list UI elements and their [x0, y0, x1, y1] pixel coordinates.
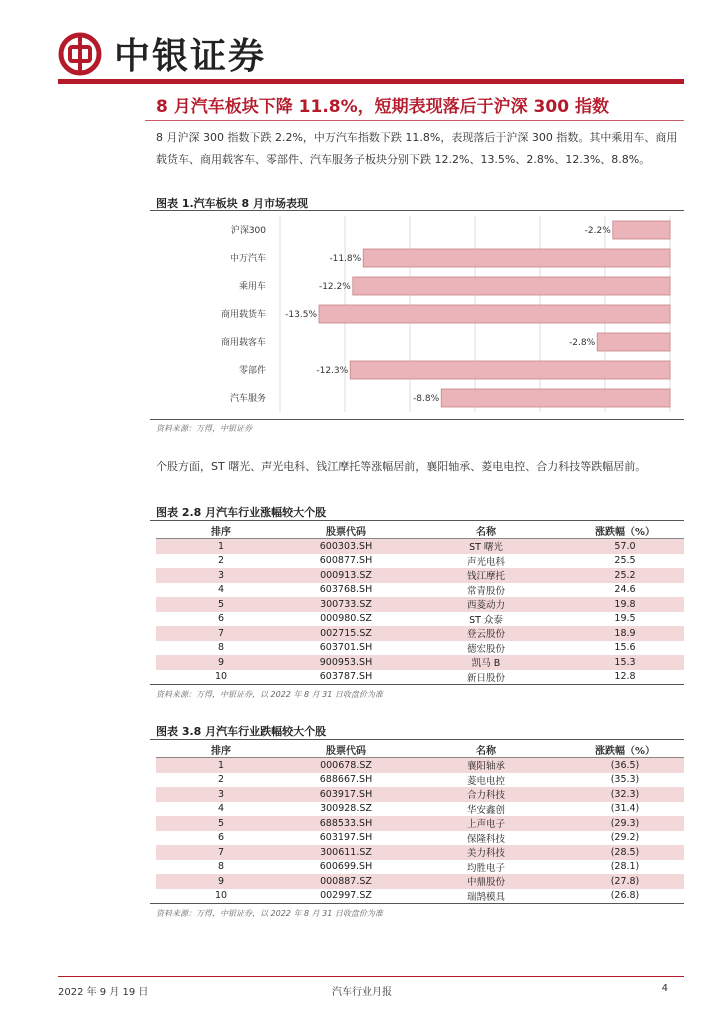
- cell-change: (32.3): [566, 787, 684, 802]
- cell-rank: 9: [156, 874, 286, 889]
- cell-code: 603701.SH: [319, 642, 373, 654]
- table-row: [156, 831, 684, 846]
- cell-code: 603787.SH: [319, 671, 373, 683]
- cell-name: 声光电科: [466, 556, 505, 568]
- col-name-header: 名称: [406, 523, 566, 539]
- top-losers-table: [156, 742, 684, 903]
- table2-title: 图表 2.8 月汽车行业涨幅较大个股: [156, 506, 327, 519]
- table2-source: 资料来源：万得，中银证券，以 2022 年 8 月 31 日收盘价为准: [156, 690, 383, 699]
- section-title-rule: [145, 120, 684, 121]
- cell-rank: 8: [217, 642, 225, 654]
- table-row: [156, 554, 684, 569]
- cell-change: 19.8: [566, 597, 684, 612]
- cell-name: ST 曙光: [406, 539, 566, 554]
- cell-name: 华安鑫创: [466, 804, 505, 816]
- table-row: [156, 583, 684, 598]
- table3-title: 图表 3.8 月汽车行业跌幅较大个股: [156, 725, 327, 738]
- col-name-header: 名称: [406, 742, 566, 758]
- chart-bar: [613, 221, 670, 239]
- table2-top-rule: [150, 520, 684, 521]
- chart-data-label: -12.2%: [318, 282, 351, 292]
- table3-top-rule: [150, 739, 684, 740]
- cell-change: 15.6: [614, 642, 636, 654]
- cell-change: (35.3): [610, 774, 640, 786]
- cell-name: ST 众泰: [469, 614, 503, 626]
- chart-data-label: -13.5%: [285, 310, 317, 320]
- col-rank-header: 排序: [156, 523, 286, 539]
- table-row: [156, 568, 684, 583]
- chart-category-label: 汽车服务: [229, 394, 266, 404]
- figure1-bottom-rule: [150, 419, 684, 420]
- chart-bar: [353, 277, 670, 295]
- footer-rule: [58, 976, 684, 977]
- sector-performance-chart: [156, 212, 684, 416]
- table-row: [156, 597, 684, 612]
- table-header-row: [156, 523, 684, 539]
- chart-category-label: 零部件: [238, 366, 266, 376]
- chart-category-label: 商用载货车: [220, 310, 266, 320]
- cell-rank: 2: [217, 774, 225, 786]
- cell-change: 57.0: [566, 539, 684, 554]
- brand-name: 中银证券: [114, 36, 267, 77]
- cell-change: (28.1): [610, 861, 640, 873]
- chart-data-label: -2.8%: [569, 338, 596, 348]
- cell-code: 600877.SH: [319, 555, 373, 567]
- col-code-header: 股票代码: [286, 742, 406, 758]
- cell-code: 688667.SH: [319, 774, 373, 786]
- cell-change: (27.8): [566, 874, 684, 889]
- col-code-header: 股票代码: [286, 523, 406, 539]
- chart-bar: [441, 389, 670, 407]
- chart-category-label: 商用载客车: [220, 338, 266, 348]
- col-change-header: 涨跌幅（%）: [566, 742, 684, 758]
- cell-code: 300928.SZ: [320, 803, 372, 815]
- chart-bar: [597, 333, 670, 351]
- cell-rank: 7: [156, 845, 286, 860]
- chart-data-label: -12.3%: [316, 366, 349, 376]
- cell-change: 19.5: [614, 613, 636, 625]
- cell-code: 600699.SH: [319, 861, 373, 873]
- stocks-paragraph: 个股方面，ST 曙光、声光电科、钱江摩托等涨幅居前，襄阳轴承、菱电电控、合力科技等跌幅居前。: [156, 460, 647, 473]
- brand-logo: [58, 28, 266, 79]
- cell-rank: 4: [217, 584, 225, 596]
- cell-rank: 10: [214, 671, 228, 683]
- cell-change: (28.5): [566, 845, 684, 860]
- section-title: 8 月汽车板块下降 11.8%，短期表现落后于沪深 300 指数: [156, 97, 609, 117]
- cell-code: 900953.SH: [286, 655, 406, 670]
- cell-change: 12.8: [614, 671, 636, 683]
- cell-code: 603197.SH: [319, 832, 373, 844]
- table3-source: 资料来源：万得，中银证券，以 2022 年 8 月 31 日收盘价为准: [156, 909, 383, 918]
- cell-code: 600303.SH: [286, 539, 406, 554]
- cell-code: 002997.SZ: [320, 890, 372, 902]
- cell-code: 000887.SZ: [286, 874, 406, 889]
- cell-rank: 7: [156, 626, 286, 641]
- cell-change: (36.5): [566, 758, 684, 773]
- page-number: 4: [661, 983, 668, 994]
- cell-name: 登云股份: [406, 626, 566, 641]
- table-row: [156, 626, 684, 641]
- chart-category-label: 乘用车: [238, 282, 266, 292]
- cell-change: (29.3): [566, 816, 684, 831]
- cell-rank: 4: [217, 803, 225, 815]
- table-row: [156, 773, 684, 788]
- cell-name: 凯马 B: [406, 655, 566, 670]
- table-row: [156, 655, 684, 670]
- cell-change: 15.3: [566, 655, 684, 670]
- table-row: [156, 641, 684, 656]
- cell-rank: 6: [217, 613, 225, 625]
- col-change-header: 涨跌幅（%）: [566, 523, 684, 539]
- cell-name: 瑞鹄模具: [466, 891, 505, 903]
- cell-code: 300611.SZ: [286, 845, 406, 860]
- cell-name: 襄阳轴承: [406, 758, 566, 773]
- top-gainers-table: [156, 523, 684, 684]
- cell-code: 000913.SZ: [286, 568, 406, 583]
- figure1-source: 资料来源：万得，中银证券: [156, 424, 252, 433]
- table-row: [156, 758, 684, 773]
- cell-rank: 5: [156, 816, 286, 831]
- cell-rank: 9: [156, 655, 286, 670]
- cell-rank: 1: [156, 539, 286, 554]
- chart-bar: [350, 361, 670, 379]
- cell-change: (31.4): [610, 803, 640, 815]
- table-row: [156, 670, 684, 685]
- cell-code: 002715.SZ: [286, 626, 406, 641]
- cell-change: (26.8): [610, 890, 640, 902]
- cell-rank: 3: [156, 568, 286, 583]
- chart-category-label: 沪深300: [230, 226, 266, 236]
- cell-name: 德宏股份: [466, 643, 505, 655]
- cell-change: 25.5: [614, 555, 636, 567]
- cell-code: 603917.SH: [286, 787, 406, 802]
- report-type: 汽车行业月报: [332, 987, 392, 998]
- figure1-title: 图表 1.汽车板块 8 月市场表现: [156, 197, 308, 210]
- cell-rank: 1: [156, 758, 286, 773]
- table3-bottom-rule: [150, 903, 684, 904]
- cell-name: 均胜电子: [466, 862, 505, 874]
- cell-rank: 6: [217, 832, 225, 844]
- chart-category-label: 中万汽车: [229, 254, 266, 264]
- table-row: [156, 845, 684, 860]
- cell-name: 常青股份: [466, 585, 505, 597]
- cell-name: 保隆科技: [466, 833, 505, 845]
- cell-change: 18.9: [566, 626, 684, 641]
- cell-name: 菱电电控: [466, 775, 505, 787]
- chart-data-label: -2.2%: [584, 226, 611, 236]
- section-paragraph: 8 月沪深 300 指数下跌 2.2%，中万汽车指数下跌 11.8%，表现落后于沪深 300 指数。其中乘用车、商用载货车、商用载客车、零部件、汽车服务子板块分别下跌 12.2%、13.5%、2.8%、12.3%、8.8%。: [156, 131, 678, 166]
- table-row: [156, 539, 684, 554]
- table2-bottom-rule: [150, 684, 684, 685]
- cell-code: 688533.SH: [286, 816, 406, 831]
- header-rule: [58, 79, 684, 84]
- chart-data-label: -8.8%: [413, 394, 440, 404]
- cell-code: 603768.SH: [319, 584, 373, 596]
- chart-bar: [319, 305, 670, 323]
- cell-name: 合力科技: [406, 787, 566, 802]
- report-date: 2022 年 9 月 19 日: [58, 987, 149, 998]
- cell-name: 钱江摩托: [406, 568, 566, 583]
- cell-rank: 8: [217, 861, 225, 873]
- table-row: [156, 612, 684, 627]
- cell-change: 24.6: [614, 584, 636, 596]
- cell-code: 300733.SZ: [286, 597, 406, 612]
- col-rank-header: 排序: [156, 742, 286, 758]
- table-row: [156, 816, 684, 831]
- table-row: [156, 874, 684, 889]
- table-header-row: [156, 742, 684, 758]
- cell-rank: 3: [156, 787, 286, 802]
- chart-bar: [363, 249, 670, 267]
- cell-name: 上声电子: [406, 816, 566, 831]
- table-row: [156, 889, 684, 904]
- table-row: [156, 787, 684, 802]
- cell-name: 中鼎股份: [406, 874, 566, 889]
- cell-name: 美力科技: [406, 845, 566, 860]
- table-row: [156, 860, 684, 875]
- cell-rank: 10: [214, 890, 228, 902]
- cell-name: 西菱动力: [406, 597, 566, 612]
- cell-code: 000980.SZ: [320, 613, 372, 625]
- cell-rank: 5: [156, 597, 286, 612]
- cell-name: 新日股份: [466, 672, 505, 684]
- cell-change: 25.2: [566, 568, 684, 583]
- cell-change: (29.2): [610, 832, 640, 844]
- figure1-top-rule: [150, 210, 684, 211]
- chart-data-label: -11.8%: [329, 254, 362, 264]
- table-row: [156, 802, 684, 817]
- cell-code: 000678.SZ: [286, 758, 406, 773]
- cell-rank: 2: [217, 555, 225, 567]
- bank-of-china-logo-icon: [58, 32, 102, 76]
